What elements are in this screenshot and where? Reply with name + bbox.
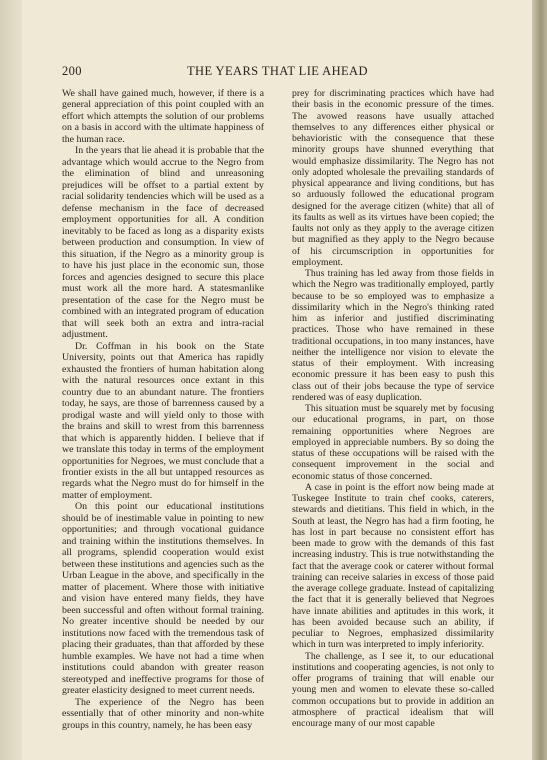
paragraph: The experience of the Negro has been essentially that of other minority and non-white groups in this country, namely, he has been easy xyxy=(62,696,264,731)
right-column xyxy=(292,88,494,729)
paragraph: This situation must be squarely met by focusing our educational programs, in part, on those remaining opportunities where Negroes are employed in appreciable numbers. By so doing the status of these occupations will be raised with the consequent improvement in the social and economic status of those concerned. xyxy=(292,403,494,482)
paragraph: Dr. Coffman in his book on the State University, points out that America has rapidly exhausted the frontiers of human habitation along with the natural resources once extant in this country due to an abundant nature. The frontiers today, he says, are those of barrenness caused by a prodigal waste and will yield only to those with the brains and skill to wrest from this barrenness that which is apparently hidden. I believe that if we translate this today in terms of the employment opportunities for Negroes, we must conclude that a frontier exists in the all but untapped resources as regards what the Negro must do for himself in the matter of employment. xyxy=(62,340,264,501)
paragraph: The challenge, as I see it, to our educational institutions and cooperating agencies, is not only to offer programs of training that will enable our young men and women to elevate these so-called common occupations but to provide in addition an atmosphere of practical idealism that will encourage many of our most capable xyxy=(292,650,494,729)
page-number: 200 xyxy=(62,64,82,78)
page-binding-edge xyxy=(0,0,22,760)
paragraph: Thus training has led away from those fields in which the Negro was traditionally employed, partly because to be so employed was to emphasize a dissimilarity which in the Negro's thinking rated him as inferior and justified discriminating practices. Those who have remained in these traditional occupations, in too many instances, have neither the intelligence nor vision to elevate the status of their employment. With increasing economic pressure it has been easy to push this class out of their jobs because the type of service rendered was of easy duplication. xyxy=(292,268,494,403)
running-head xyxy=(62,64,502,82)
paragraph: A case in point is the effort now being made at Tuskegee Institute to train chef cooks, caterers, stewards and dietitians. This field in which, in the South at least, the Negro has had a firm footing, he has lost in part because no consistent effort has been made to grow with the demands of this fast increasing industry. This is true notwithstanding the fact that the average cook or caterer without formal training can receive salaries in excess of those paid the average college graduate. Instead of capitalizing the fact that it is generally believed that Negroes have innate abilities and aptitudes in this work, it has been avoided because such an ability, if peculiar to Negroes, emphasized dissimilarity which in turn was interpreted to imply inferiority. xyxy=(292,481,494,651)
left-column xyxy=(62,88,264,731)
running-title: THE YEARS THAT LIE AHEAD xyxy=(187,64,368,78)
paragraph: On this point our educational institutions should be of inestimable value in pointing to new opportunities; and through vocational guidance and training within the institutions themselves. In all programs, splendid cooperation would exist between these institutions and agencies such as the Urban League in the above, and specifically in the matter of placement. Where those with initiative and vision have entered many fields, they have been successful and often without formal training. No greater incentive should be needed by our institutions now faced with the tremendous task of placing their graduates, than that afforded by these humble examples. We have not had a time when institutions could abandon with greater reason stereotyped and ineffective programs for those of greater elasticity designed to meet current needs. xyxy=(62,501,264,697)
page-fore-edge xyxy=(532,0,547,760)
paragraph: prey for discriminating practices which have had their basis in the economic pressure of the times. The avowed reasons have usually attached themselves to any differences either physical or behavioristic with the consequence that these minority groups have shunned everything that would emphasize dissimilarity. The Negro has not only adopted wholesale the prevailing standards of physical appearance and living conditions, but has so arduously followed the educational program designed for the average citizen (white) that all of its faults as well as its virtues have been copied; the faults not only as they apply to the average citizen but magnified as they apply to the Negro because of his circumscription in opportunities for employment. xyxy=(292,88,494,268)
paragraph: We shall have gained much, however, if there is a general appreciation of this point coupled with an effort which attempts the solution of our problems on a basis in accord with the ultimate happiness of the human race. xyxy=(62,88,264,145)
paragraph: In the years that lie ahead it is probable that the advantage which would accrue to the Negro from the elimination of blind and unreasoning prejudices will be offset to a partial extent by racial solidarity tendencies which will be used as a defense mechanism in the face of decreased employment opportunities for all. A condition inevitably to be faced as long as a disparity exists between production and consumption. In view of this situation, if the Negro as a minority group is to have his just place in the economic sun, those forces and agencies designed to secure this place must work all the more hard. A statesmanlike presentation of the case for the Negro must be combined with an integrated program of education that will seek both an extra and intra-racial adjustment. xyxy=(62,145,264,341)
